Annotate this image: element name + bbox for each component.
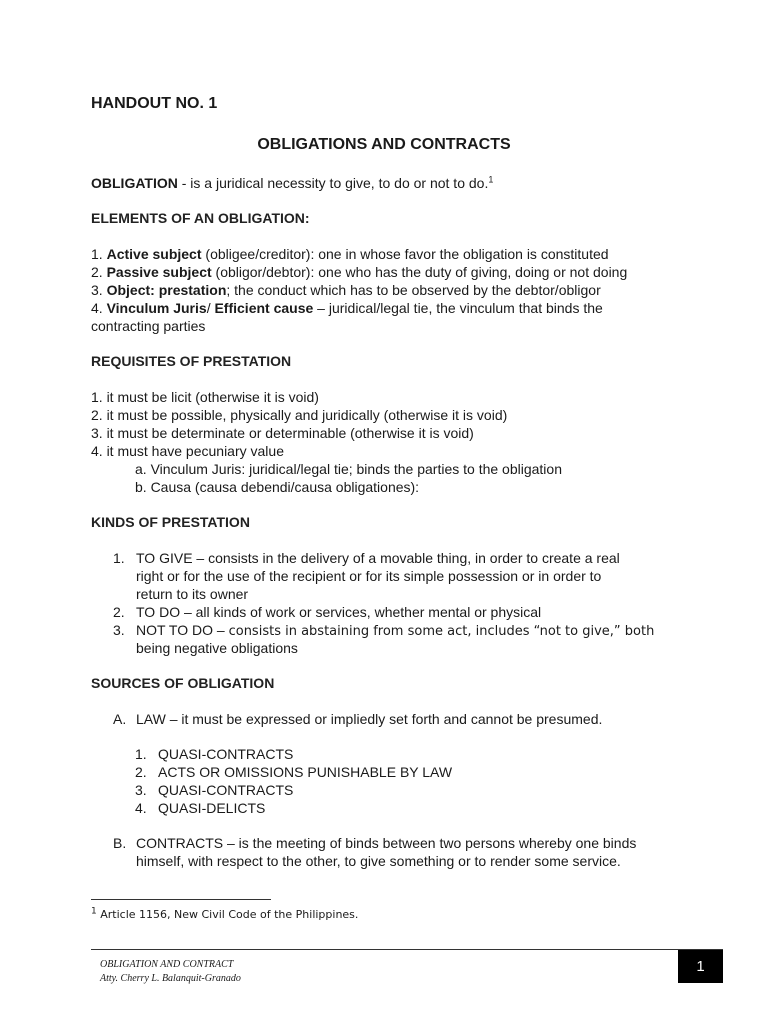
requisite-subitem: a. Vinculum Juris: juridical/legal tie; binds the parties to the obligation (135, 461, 562, 477)
source-label: A. (113, 711, 127, 727)
footnote-divider (91, 899, 271, 900)
requisite-item: 4. it must have pecuniary value (91, 443, 284, 459)
obligation-definition (91, 174, 493, 192)
footnote-ref: 1 (488, 174, 494, 185)
requisites-heading: REQUISITES OF PRESTATION (91, 353, 292, 369)
element-item: 2. Passive subject (obligor/debtor): one who has the duty of giving, doing or not doing (91, 264, 628, 280)
elements-heading: ELEMENTS OF AN OBLIGATION: (91, 210, 310, 226)
kind-item-continuation: being negative obligations (136, 640, 298, 656)
law-item-number: 1. (135, 746, 147, 762)
source-law: LAW – it must be expressed or impliedly set forth and cannot be presumed. (136, 711, 603, 727)
law-item: ACTS OR OMISSIONS PUNISHABLE BY LAW (158, 764, 453, 780)
law-item-number: 3. (135, 782, 147, 798)
law-item-number: 2. (135, 764, 147, 780)
definition-text: - is a juridical necessity to give, to do or not to do. (177, 175, 489, 191)
kind-item-number: 1. (113, 550, 125, 566)
kind-item: TO DO – all kinds of work or services, whether mental or physical (136, 604, 542, 620)
source-contracts: CONTRACTS – is the meeting of binds between two persons whereby one binds (136, 835, 637, 851)
element-item: 3. Object: prestation; the conduct which has to be observed by the debtor/obligor (91, 282, 601, 298)
kind-item-number: 3. (113, 622, 125, 638)
kind-item: TO GIVE – consists in the delivery of a movable thing, in order to create a real (136, 550, 620, 566)
kind-item-continuation: return to its owner (136, 586, 249, 602)
footer-course: OBLIGATION AND CONTRACT (100, 959, 234, 970)
footnote: $^1$ Article 1156, New Civil Code of the Philippines. (91, 906, 359, 921)
requisite-item: 1. it must be licit (otherwise it is void) (91, 389, 319, 405)
kind-item-number: 2. (113, 604, 125, 620)
element-item: 4. Vinculum Juris/ Efficient cause – juridical/legal tie, the vinculum that binds the (91, 300, 603, 316)
footer-author: Atty. Cherry L. Balanquit-Granado (100, 973, 241, 984)
law-item: QUASI-DELICTS (158, 800, 266, 816)
page-number: 1 (678, 950, 723, 983)
requisite-item: 3. it must be determinate or determinable (otherwise it is void) (91, 425, 474, 441)
law-item: QUASI-CONTRACTS (158, 782, 294, 798)
element-item-continuation: contracting parties (91, 318, 206, 334)
source-contracts-continuation: himself, with respect to the other, to give something or to render some service. (136, 853, 621, 869)
element-item: 1. Active subject (obligee/creditor): one in whose favor the obligation is constituted (91, 246, 609, 262)
kind-item-continuation: right or for the use of the recipient or for its simple possession or in order to (136, 568, 602, 584)
kind-item: NOT TO DO – consists in abstaining from some act, includes “not to give,” both (136, 622, 655, 639)
requisite-item: 2. it must be possible, physically and juridically (otherwise it is void) (91, 407, 508, 423)
handout-number: HANDOUT NO. 1 (91, 95, 218, 112)
document-title: OBLIGATIONS AND CONTRACTS (257, 136, 511, 153)
footer-divider (91, 949, 723, 950)
sources-heading: SOURCES OF OBLIGATION (91, 675, 275, 691)
requisite-subitem: b. Causa (causa debendi/causa obligationes): (135, 479, 420, 495)
kinds-heading: KINDS OF PRESTATION (91, 514, 250, 530)
law-item-number: 4. (135, 800, 147, 816)
source-label: B. (113, 835, 127, 851)
definition-term: OBLIGATION (91, 175, 178, 191)
law-item: QUASI-CONTRACTS (158, 746, 294, 762)
